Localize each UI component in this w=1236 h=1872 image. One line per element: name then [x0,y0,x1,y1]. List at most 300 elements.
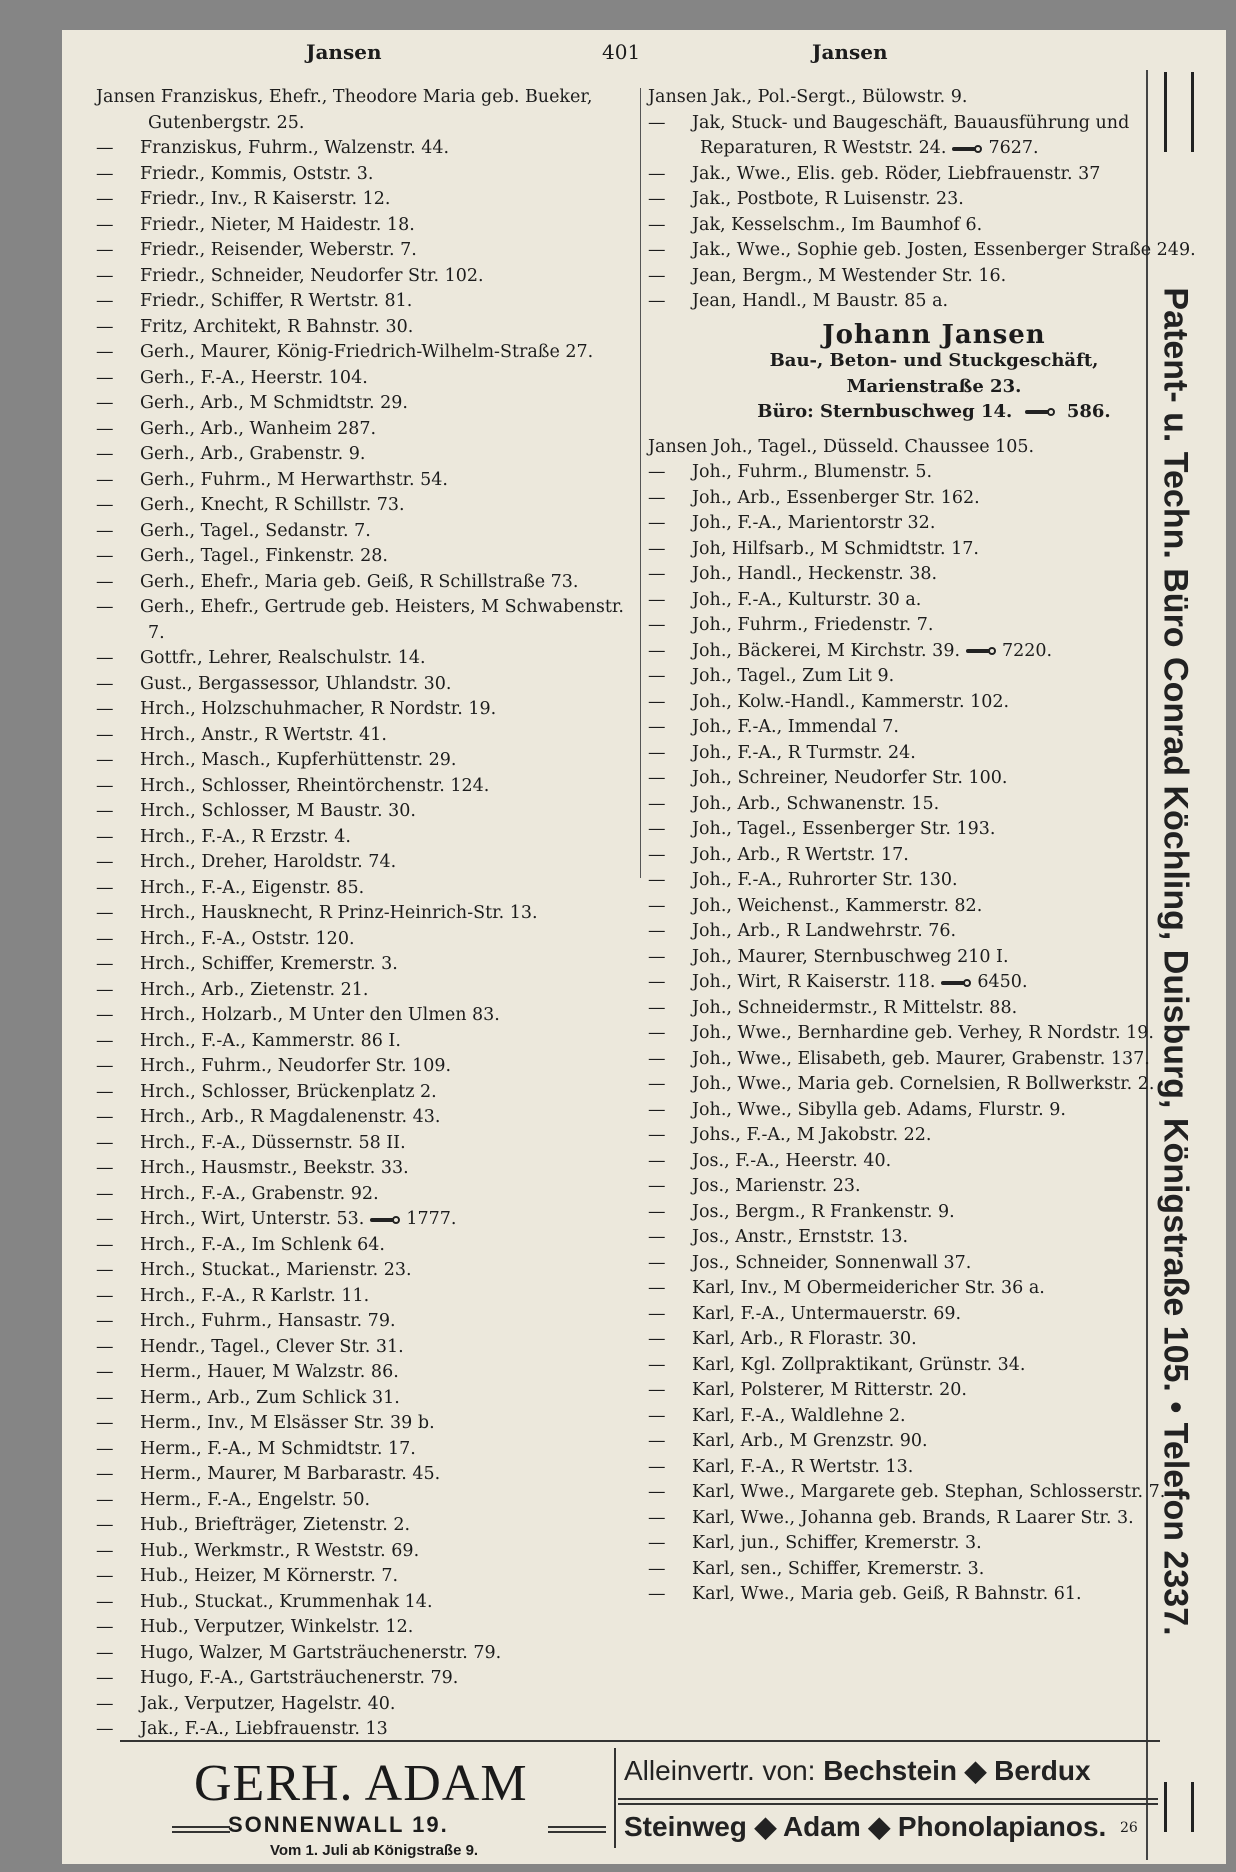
entry-text: Jak., Wwe., Elis. geb. Röder, Liebfrauenstr. 37 [692,163,1101,184]
entry-text: Hrch., F.-A., Kammerstr. 86 I. [140,1030,401,1051]
entry-text: Hrch., Arb., Zietenstr. 21. [140,979,369,1000]
entry-text: Joh., Schreiner, Neudorfer Str. 100. [692,768,1008,788]
directory-entry [648,1429,1220,1455]
directory-entry [648,435,1220,461]
directory-entry [96,213,636,239]
directory-entry [96,1717,636,1743]
entry-dash: — [96,1158,114,1178]
entry-text: Gerh., Knecht, R Schillstr. 73. [140,495,405,515]
entry-text: Herm., Inv., M Elsässer Str. 39 b. [140,1413,435,1433]
directory-entry [648,213,1220,239]
header-left-name: Jansen [306,40,382,64]
entry-dash: — [648,462,666,482]
directory-entry [648,1200,1220,1226]
alleinvertr-line [624,1754,1091,1787]
directory-entry [96,238,636,264]
ad-office-line [648,399,1220,425]
directory-entry [96,672,636,698]
entry-text: Joh., Handl., Heckenstr. 38. [692,564,938,584]
directory-entry [648,741,1220,767]
directory-entry [96,85,636,136]
directory-entry [96,1258,636,1284]
entry-dash: — [648,640,666,661]
directory-entry [648,1149,1220,1175]
entry-dash: — [648,1150,666,1171]
directory-entry [648,264,1220,290]
entry-dash: — [96,163,114,184]
entry-text: Joh., F.-A., Ruhrorter Str. 130. [692,870,958,890]
entry-dash: — [96,1005,114,1025]
entry-phone: 7627. [988,138,1039,158]
entry-text: Jos., F.-A., Heerstr. 40. [692,1150,892,1171]
entry-text: Gerh., Tagel., Sedanstr. 7. [140,520,371,541]
entry-dash: — [648,1048,666,1069]
directory-entry [648,1276,1220,1302]
directory-entry [648,613,1220,639]
entry-text: Karl, Polsterer, M Ritterstr. 20. [692,1380,967,1400]
directory-entry [648,511,1220,537]
entry-dash: — [96,189,114,209]
entry-text: Gerh., Tagel., Finkenstr. 28. [140,546,388,566]
entry-text: Hrch., Schlosser, Brückenplatz 2. [140,1081,437,1102]
entry-dash: — [648,1278,666,1298]
entry-text: Joh., Fuhrm., Blumenstr. 5. [692,462,933,482]
directory-entry [96,1411,636,1437]
entry-dash: — [96,979,114,1000]
entry-text: Herm., Hauer, M Walzstr. 86. [140,1362,399,1382]
directory-entry [648,460,1220,486]
directory-entry [648,537,1220,563]
entry-dash: — [96,495,114,515]
entry-dash: — [96,1081,114,1102]
entry-text: Jansen Franziskus, Ehefr., Theodore Maria geb. Bueker, Gutenbergstr. 25. [96,87,593,133]
entry-text: Hrch., Hausmstr., Beekstr. 33. [140,1158,409,1178]
entry-dash: — [96,214,114,235]
entry-dash: — [648,291,666,311]
directory-entry [648,817,1220,843]
entry-dash: — [648,946,666,967]
directory-entry [648,715,1220,741]
directory-entry [96,1488,636,1514]
directory-entry [96,1131,636,1157]
entry-dash: — [96,1056,114,1076]
directory-entry [648,187,1220,213]
directory-entry [96,1564,636,1590]
entry-text: Hrch., Anstr., R Wertstr. 41. [140,724,387,745]
entry-dash: — [96,928,114,949]
entry-dash: — [96,750,114,770]
entry-dash: — [648,742,666,763]
entry-dash: — [96,1438,114,1459]
entry-dash: — [96,1566,114,1586]
entry-text: Gerh., Ehefr., Maria geb. Geiß, R Schillstraße 73. [140,571,579,592]
directory-entry [648,1327,1220,1353]
entry-text: Jak., Wwe., Sophie geb. Josten, Essenberger Straße 249. [692,240,1196,260]
entry-text: Joh., Schneidermstr., R Mittelstr. 88. [692,997,1018,1018]
entry-text: Hrch., F.-A., Grabenstr. 92. [140,1183,379,1204]
directory-entry [648,1404,1220,1430]
entry-dash: — [96,444,114,464]
entry-dash: — [648,265,666,286]
entry-dash: — [648,870,666,890]
telephone-icon [952,145,982,153]
entry-text: Joh., Arb., R Wertstr. 17. [692,844,909,865]
telephone-icon [1025,408,1055,416]
entry-dash: — [96,1107,114,1127]
directory-entry [96,1182,636,1208]
entry-dash: — [96,240,114,260]
directory-entry [96,774,636,800]
entry-dash: — [648,666,666,686]
entry-text: Hrch., Arb., R Magdalenenstr. 43. [140,1107,441,1127]
entry-text: Karl, F.-A., Waldlehne 2. [692,1405,906,1426]
entry-text: Karl, Wwe., Maria geb. Geiß, R Bahnstr. 61. [692,1584,1082,1604]
directory-entry [96,1641,636,1667]
directory-entry [96,1386,636,1412]
entry-dash: — [96,265,114,286]
entry-dash: — [648,895,666,916]
directory-entry [96,1539,636,1565]
directory-entry [96,1080,636,1106]
directory-entry [648,1531,1220,1557]
entry-dash: — [648,1584,666,1604]
entry-dash: — [648,921,666,941]
directory-entry [648,970,1220,996]
entry-text: Gerh., Fuhrm., M Herwarthstr. 54. [140,469,448,490]
directory-entry [648,639,1220,665]
entry-text: Jean, Bergm., M Westender Str. 16. [692,265,1007,286]
directory-entry [648,1251,1220,1277]
directory-entry [96,1233,636,1259]
entry-dash: — [96,597,114,617]
directory-entry [648,868,1220,894]
entry-dash: — [648,589,666,610]
entry-dash: — [648,1227,666,1247]
entry-text: Hendr., Tagel., Clever Str. 31. [140,1336,404,1357]
directory-entry [96,1309,636,1335]
directory-entry [96,315,636,341]
directory-entry [648,894,1220,920]
entry-dash: — [96,648,114,668]
entry-dash: — [96,1285,114,1306]
entry-text: Hugo, F.-A., Gartsträuchenerstr. 79. [140,1668,459,1688]
entry-dash: — [648,1533,666,1553]
entry-dash: — [96,1591,114,1612]
entry-text: Gerh., Arb., Grabenstr. 9. [140,444,366,464]
directory-entry [648,1506,1220,1532]
entry-dash: — [648,1405,666,1426]
gerh-adam-name: GERH. ADAM [194,1755,528,1812]
entry-dash: — [96,1464,114,1484]
entry-dash: — [648,819,666,839]
entry-text: Jak, Stuck- und Baugeschäft, Bauausführung und Reparaturen, R Weststr. 24. [692,112,1130,158]
directory-entry [96,493,636,519]
directory-entry [96,544,636,570]
entry-dash: — [96,852,114,872]
right-column-top [648,85,1220,315]
directory-entry [96,1284,636,1310]
entry-dash: — [96,1030,114,1051]
entry-dash: — [648,768,666,788]
entry-text: Friedr., Nieter, M Haidestr. 18. [140,214,415,235]
entry-text: Johs., F.-A., M Jakobstr. 22. [692,1125,932,1145]
entry-text: Hrch., F.-A., R Karlstr. 11. [140,1285,370,1306]
entry-dash: — [648,1252,666,1273]
entry-text: Jansen Joh., Tagel., Düsseld. Chaussee 105. [648,436,1035,457]
entry-text: Jak., Postbote, R Luisenstr. 23. [692,189,964,209]
entry-text: Karl, F.-A., Untermauerstr. 69. [692,1303,962,1324]
entry-text: Hub., Briefträger, Zietenstr. 2. [140,1515,411,1535]
entry-dash: — [648,1482,666,1502]
entry-dash: — [648,1201,666,1222]
side-advertisement [1150,72,1200,1852]
entry-dash: — [96,1489,114,1510]
entry-text: Herm., Arb., Zum Schlick 31. [140,1387,400,1408]
entry-dash: — [96,291,114,311]
directory-entry [648,1353,1220,1379]
right-column-bottom [648,435,1220,1608]
entry-text: Hrch., Holzschuhmacher, R Nordstr. 19. [140,699,497,719]
entry-text: Joh., F.-A., R Turmstr. 24. [692,742,916,763]
entry-text: Jak, Kesselschm., Im Baumhof 6. [692,214,983,235]
entry-dash: — [648,1456,666,1477]
directory-entry [648,486,1220,512]
directory-entry [648,1225,1220,1251]
entry-text: Jos., Anstr., Ernststr. 13. [692,1227,909,1247]
entry-dash: — [96,1387,114,1408]
column-divider [640,88,641,878]
directory-entry [648,85,1220,111]
page-number: 401 [602,40,641,64]
entry-text: Jak., Verputzer, Hagelstr. 40. [140,1693,396,1714]
directory-entry [96,1105,636,1131]
entry-dash: — [96,1260,114,1280]
entry-dash: — [648,1099,666,1120]
entry-text: Karl, Kgl. Zollpraktikant, Grünstr. 34. [692,1354,1026,1375]
entry-text: Hrch., F.-A., Düssernstr. 58 II. [140,1132,406,1153]
entry-dash: — [648,691,666,712]
decor-line-right [548,1826,606,1833]
entry-dash: — [96,138,114,158]
entry-dash: — [648,1558,666,1579]
directory-entry [96,1692,636,1718]
entry-text: Hub., Verputzer, Winkelstr. 12. [140,1617,414,1637]
directory-entry [96,442,636,468]
entry-dash: — [96,1413,114,1433]
entry-dash: — [96,418,114,439]
entry-text: Joh., Arb., Schwanenstr. 15. [692,793,940,814]
entry-dash: — [96,801,114,821]
entry-text: Gust., Bergassessor, Uhlandstr. 30. [140,673,452,694]
entry-text: Fritz, Architekt, R Bahnstr. 30. [140,316,414,337]
entry-text: Joh., Wwe., Elisabeth, geb. Maurer, Grabenstr. 137. [692,1048,1150,1069]
entry-text: Jak., F.-A., Liebfrauenstr. 13 [140,1719,388,1739]
entry-text: Joh., Arb., Essenberger Str. 162. [692,487,980,508]
entry-phone: 1777. [406,1209,457,1229]
entry-text: Joh., Wwe., Sibylla geb. Adams, Flurstr. 9. [692,1099,1066,1120]
entry-text: Hrch., Dreher, Haroldstr. 74. [140,852,397,872]
johann-jansen-ad [648,319,1220,425]
entry-text: Jean, Handl., M Baustr. 85 a. [692,291,949,311]
directory-entry [96,1156,636,1182]
entry-text: Franziskus, Fuhrm., Walzenstr. 44. [140,138,450,158]
entry-dash: — [96,1693,114,1714]
entry-dash: — [96,393,114,413]
directory-entry [96,876,636,902]
entry-dash: — [648,189,666,209]
ad-name: Johann Jansen [822,319,1046,350]
directory-entry [96,1207,636,1233]
directory-entry [648,1480,1220,1506]
directory-entry [648,289,1220,315]
entry-text: Karl, sen., Schiffer, Kremerstr. 3. [692,1558,985,1579]
directory-entry [648,1098,1220,1124]
directory-entry [96,825,636,851]
header-right-name: Jansen [812,40,888,64]
directory-entry [96,1054,636,1080]
telephone-icon [966,647,996,655]
directory-entry [96,1029,636,1055]
entry-text: Hrch., Stuckat., Marienstr. 23. [140,1260,412,1280]
directory-entry [96,417,636,443]
decor-line-left [172,1826,230,1833]
directory-entry [648,766,1220,792]
directory-entry [96,978,636,1004]
directory-entry [96,289,636,315]
directory-entry [96,570,636,596]
entry-dash: — [648,564,666,584]
entry-text: Joh., F.-A., Kulturstr. 30 a. [692,589,922,610]
entry-text: Jansen Jak., Pol.-Sergt., Bülowstr. 9. [648,87,968,107]
entry-dash: — [648,997,666,1018]
directory-entry [96,391,636,417]
entry-text: Karl, Wwe., Johanna geb. Brands, R Laarer Str. 3. [692,1507,1134,1528]
entry-text: Joh., Fuhrm., Friedenstr. 7. [692,615,934,635]
entry-text: Karl, jun., Schiffer, Kremerstr. 3. [692,1533,982,1553]
directory-entry [648,1174,1220,1200]
entry-dash: — [648,1303,666,1324]
ad-office: Büro: Sternbuschweg 14. [757,401,1013,422]
entry-dash: — [96,342,114,362]
entry-text: Jos., Schneider, Sonnenwall 37. [692,1252,972,1273]
directory-entry [96,366,636,392]
entry-text: Joh., Wwe., Maria geb. Cornelsien, R Bollwerkstr. 2. [692,1074,1155,1094]
entry-dash: — [96,826,114,847]
directory-entry [96,952,636,978]
directory-entry [96,136,636,162]
ad-phone: 586. [1066,401,1111,422]
entry-text: Hrch., Wirt, Unterstr. 53. [140,1209,365,1229]
entry-dash: — [648,240,666,260]
entry-dash: — [96,520,114,541]
left-column [96,85,636,1743]
entry-text: Jos., Bergm., R Frankenstr. 9. [692,1201,955,1222]
entry-text: Herm., Maurer, M Barbarastr. 45. [140,1464,441,1484]
entry-text: Hrch., Schiffer, Kremerstr. 3. [140,954,398,974]
directory-entry [96,1360,636,1386]
directory-entry [96,340,636,366]
entry-dash: — [96,954,114,974]
directory-page [62,30,1226,1864]
directory-entry [96,1462,636,1488]
entry-text: Gottfr., Lehrer, Realschulstr. 14. [140,648,426,668]
entry-text: Hrch., F.-A., Oststr. 120. [140,928,355,949]
entry-dash: — [96,1719,114,1739]
entry-dash: — [648,1125,666,1145]
entry-dash: — [96,1183,114,1204]
entry-text: Joh., Weichenst., Kammerstr. 82. [692,895,983,916]
directory-entry [96,468,636,494]
directory-entry [648,162,1220,188]
gerh-adam-note: Vom 1. Juli ab Königstraße 9. [270,1842,479,1859]
directory-entry [648,690,1220,716]
directory-entry [96,697,636,723]
entry-phone: 7220. [1002,640,1053,661]
directory-entry [648,1047,1220,1073]
gerh-adam-street: SONNENWALL 19. [228,1812,449,1837]
entry-dash: — [648,1176,666,1196]
entry-dash: — [96,1336,114,1357]
directory-entry [648,588,1220,614]
entry-text: Gerh., Ehefr., Gertrude geb. Heisters, M Schwabenstr. 7. [140,597,624,643]
directory-entry [96,1003,636,1029]
alleinvertr-prefix: Alleinvertr. von: [624,1755,816,1786]
side-ad-text: Patent- u. Techn. Büro Conrad Köchling, Duisburg, Königstraße 105. • Telefon 2337. [1156,287,1195,1636]
entry-text: Friedr., Reisender, Weberstr. 7. [140,240,417,260]
right-column [648,85,1220,1608]
alleinvertr-brands: Bechstein ◆ Berdux [823,1755,1091,1786]
directory-entry [648,792,1220,818]
entry-dash: — [96,673,114,694]
entry-dash: — [648,513,666,533]
entry-text: Hub., Heizer, M Körnerstr. 7. [140,1566,399,1586]
entry-dash: — [96,775,114,796]
entry-dash: — [648,1380,666,1400]
entry-text: Gerh., Arb., M Schmidtstr. 29. [140,393,408,413]
entry-dash: — [96,1642,114,1663]
entry-text: Jos., Marienstr. 23. [692,1176,861,1196]
directory-entry [96,264,636,290]
directory-entry [96,1437,636,1463]
directory-entry [96,1513,636,1539]
directory-entry [96,187,636,213]
directory-entry [96,1335,636,1361]
entry-dash: — [648,1507,666,1528]
directory-entry [648,945,1220,971]
entry-dash: — [648,717,666,737]
directory-entry [96,162,636,188]
entry-text: Friedr., Kommis, Oststr. 3. [140,163,374,184]
entry-dash: — [96,571,114,592]
entry-phone: 6450. [977,972,1028,992]
entry-text: Hugo, Walzer, M Gartsträuchenerstr. 79. [140,1642,502,1663]
entry-text: Hrch., Fuhrm., Hansastr. 79. [140,1311,396,1331]
entry-text: Joh., Arb., R Landwehrstr. 76. [692,921,957,941]
directory-entry [96,1666,636,1692]
entry-dash: — [96,1668,114,1688]
entry-text: Karl, Arb., M Grenzstr. 90. [692,1431,928,1451]
entry-text: Joh., Bäckerei, M Kirchstr. 39. [692,640,961,661]
entry-dash: — [96,1132,114,1153]
directory-entry [648,1557,1220,1583]
directory-entry [96,901,636,927]
entry-text: Hrch., Hausknecht, R Prinz-Heinrich-Str. 13. [140,903,538,923]
directory-entry [96,519,636,545]
directory-entry [96,646,636,672]
entry-text: Friedr., Schiffer, R Wertstr. 81. [140,291,413,311]
entry-text: Hrch., F.-A., Im Schlenk 64. [140,1234,385,1255]
directory-entry [648,996,1220,1022]
